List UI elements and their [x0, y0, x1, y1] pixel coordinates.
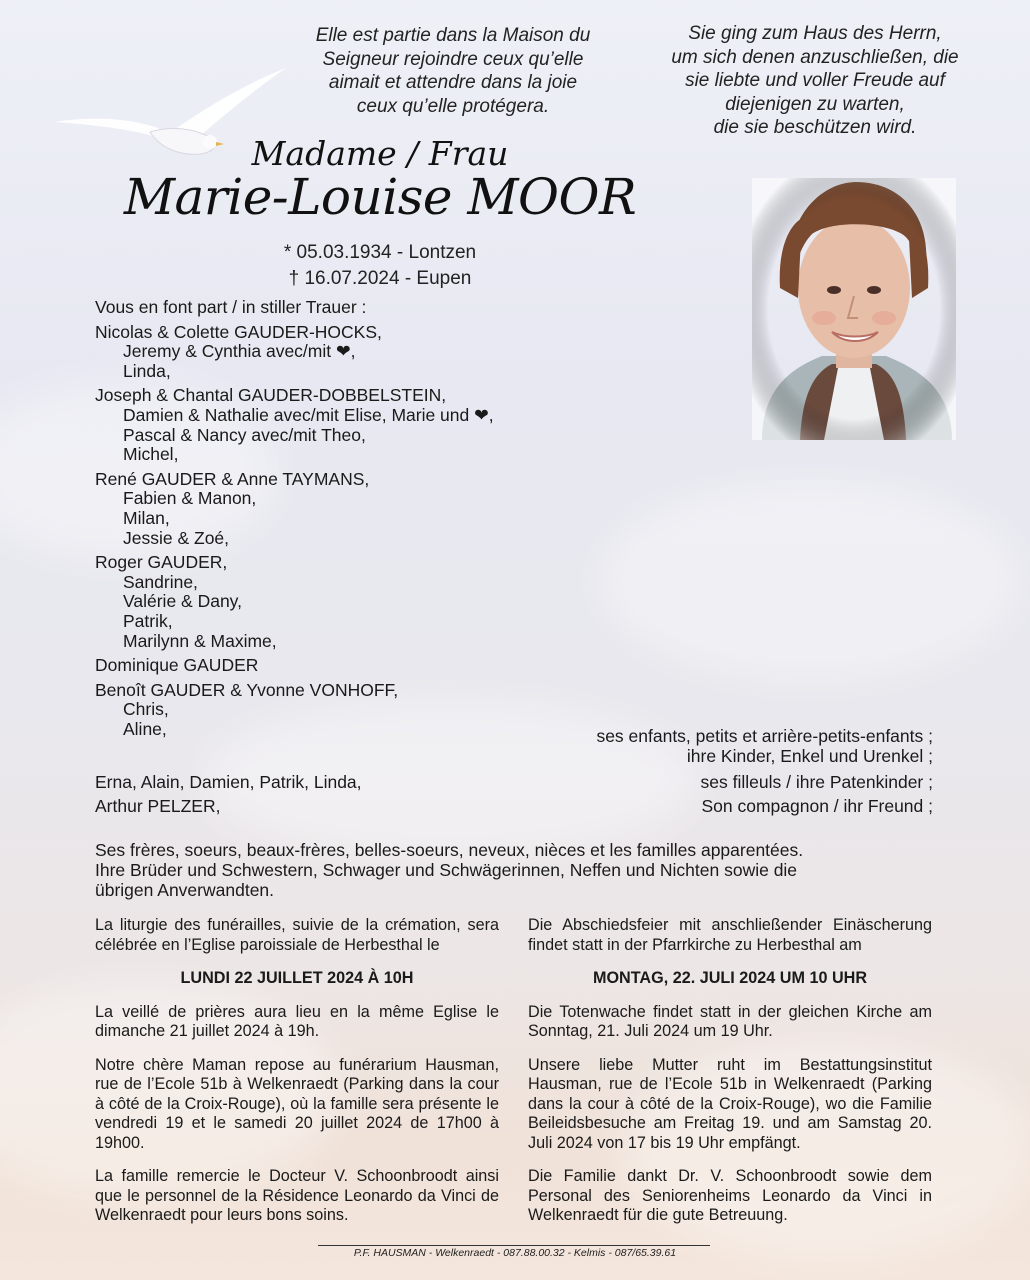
rest-de: Unsere liebe Mutter ruht im Bestattungsinstitut Hausman, rue de l’Ecole 51b in Welkenraedt (Parking dans la cour à côté de la Croix-Rouge), wo die Familie Beileidsbesuche am Freitag 19. und am Samstag 20. Juli 2024 von 17 bis 19 Uhr empfängt. — [528, 1055, 932, 1152]
family-member: Benoît GAUDER & Yvonne VONHOFF, — [95, 679, 399, 700]
funeral-details-french — [95, 916, 499, 1240]
relatives-line: Ses frères, soeurs, beaux-frères, belles-soeurs, neveux, nièces et les familles apparentées. — [95, 840, 804, 860]
quote-line: ceux qu’elle protégera. — [356, 95, 550, 117]
quote-french — [268, 24, 638, 118]
family-member: Linda, — [123, 360, 171, 381]
relatives-paragraph — [95, 840, 915, 900]
companion-label: Son compagnon / ihr Freund ; — [701, 796, 933, 816]
children-label-fr: ses enfants, petits et arrière-petits-enfants ; — [596, 726, 933, 746]
family-list — [95, 298, 655, 739]
family-member: Pascal & Nancy avec/mit Theo, — [123, 424, 366, 445]
family-member: Michel, — [123, 444, 179, 465]
vigil-de: Die Totenwache findet statt in der gleichen Kirche am Sonntag, 21. Juli 2024 um 19 Uhr. — [528, 1002, 932, 1040]
family-member: Jessie & Zoé, — [123, 527, 230, 548]
godchildren-names: Erna, Alain, Damien, Patrik, Linda, — [95, 772, 362, 792]
funeral-date-fr: LUNDI 22 JUILLET 2024 À 10H — [180, 969, 414, 987]
family-member: Jeremy & Cynthia avec/mit ❤, — [123, 341, 356, 362]
quote-line: um sich denen anzuschließen, die — [671, 46, 959, 68]
family-member: Roger GAUDER, — [95, 552, 228, 573]
portrait-photo — [752, 178, 956, 440]
family-member: René GAUDER & Anne TAYMANS, — [95, 468, 370, 489]
funeral-intro-de: Die Abschiedsfeier mit anschließender Einäscherung findet statt in der Pfarrkirche zu Herbesthal am — [528, 916, 932, 954]
quote-line: Sie ging zum Haus des Herrn, — [688, 23, 942, 44]
quote-line: aimait et attendre dans la joie — [328, 72, 578, 93]
death-date: † 16.07.2024 - Eupen — [288, 268, 472, 289]
family-member: Milan, — [123, 507, 170, 528]
family-member: Marilynn & Maxime, — [123, 630, 277, 651]
family-member: Damien & Nathalie avec/mit Elise, Marie und ❤, — [123, 404, 494, 425]
quote-line: diejenigen zu warten, — [725, 93, 905, 115]
family-member: Dominique GAUDER — [95, 655, 259, 676]
family-member: Fabien & Manon, — [123, 488, 257, 509]
funeral-intro-fr: La liturgie des funérailles, suivie de la crémation, sera célébrée en l’Eglise paroissiale de Herbesthal le — [95, 916, 499, 954]
quote-german — [640, 22, 990, 140]
relatives-line: Ihre Brüder und Schwestern, Schwager und Schwägerinnen, Neffen und Nichten sowie die — [95, 860, 798, 880]
family-member: Chris, — [123, 699, 169, 720]
family-member: Valérie & Dany, — [123, 591, 242, 612]
funeral-date-de: MONTAG, 22. JULI 2024 UM 10 UHR — [592, 969, 868, 987]
birth-date: * 05.03.1934 - Lontzen — [283, 242, 477, 263]
rest-fr: Notre chère Maman repose au funérarium Hausman, rue de l’Ecole 51b à Welkenraedt (Parking dans la cour à côté de la Croix-Rouge), où la famille sera présente le vendredi 19 et le samedi 20 juillet 2024 de 17h00 à 19h00. — [95, 1055, 499, 1152]
funeral-details-german — [528, 916, 932, 1240]
children-label-de: ihre Kinder, Enkel und Urenkel ; — [686, 746, 933, 766]
quote-line: sie liebte und voller Freude auf — [685, 70, 945, 91]
companion-name: Arthur PELZER, — [95, 796, 221, 816]
family-member: Joseph & Chantal GAUDER-DOBBELSTEIN, — [95, 385, 447, 406]
thanks-de: Die Familie dankt Dr. V. Schoonbroodt sowie dem Personal des Seniorenheims Leonardo da Vinci in Welkenraedt für die gute Betreuung. — [528, 1167, 932, 1224]
family-intro: Vous en font part / in stiller Trauer : — [95, 297, 367, 317]
family-member: Aline, — [123, 718, 167, 739]
salutation: Madame / Frau — [251, 134, 509, 173]
footer-divider — [318, 1245, 710, 1246]
family-member: Nicolas & Colette GAUDER-HOCKS, — [95, 321, 382, 342]
quote-line: Seigneur rejoindre ceux qu’elle — [322, 48, 584, 70]
deceased-name: Marie-Louise MOOR — [123, 168, 637, 226]
vigil-fr: La veillé de prières aura lieu en la même Eglise le dimanche 21 juillet 2024 à 19h. — [95, 1002, 499, 1040]
relatives-line: übrigen Anverwandten. — [95, 880, 275, 900]
funeral-home-footer: P.F. HAUSMAN - Welkenraedt - 087.88.00.32 - Kelmis - 087/65.39.61 — [353, 1247, 677, 1259]
thanks-fr: La famille remercie le Docteur V. Schoonbroodt ainsi que le personnel de la Résidence Leonardo da Vinci de Welkenraedt pour leurs bons soins. — [95, 1167, 499, 1224]
godchildren-label: ses filleuls / ihre Patenkinder ; — [700, 772, 933, 792]
quote-line: die sie beschützen wird. — [713, 117, 917, 138]
cloud-decoration — [600, 480, 1020, 680]
quote-line: Elle est partie dans la Maison du — [315, 25, 591, 46]
family-member: Sandrine, — [123, 571, 198, 592]
family-member: Patrik, — [123, 610, 173, 631]
